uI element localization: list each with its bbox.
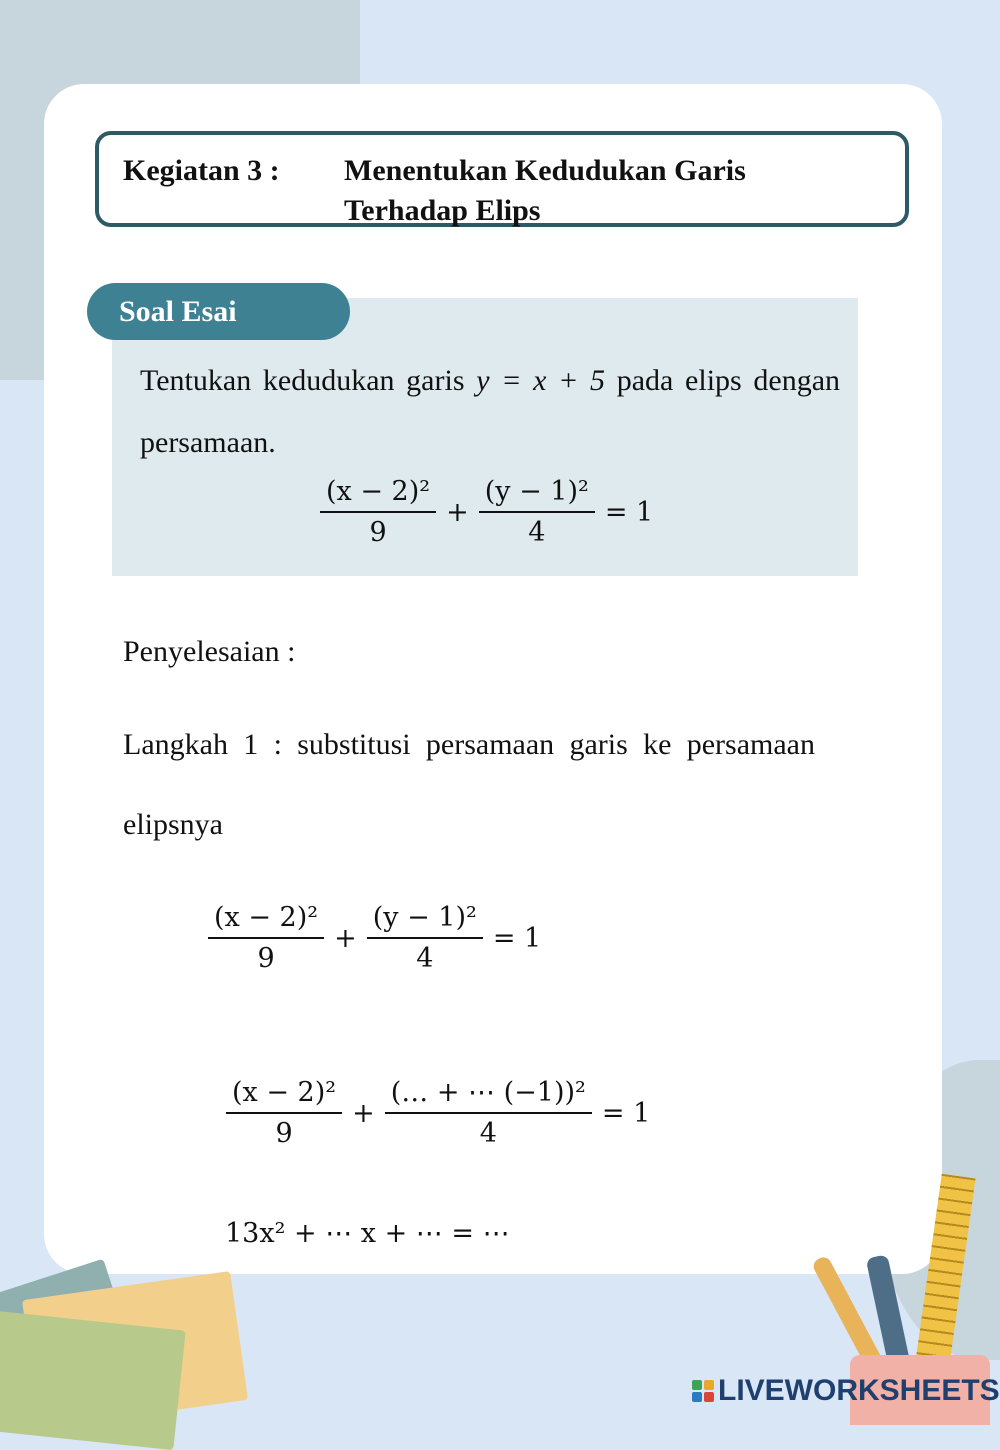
fraction-1-denominator: 9 (369, 517, 387, 548)
fraction-2-numerator-blank: (… + ⋯ (−1))² (385, 1077, 592, 1114)
fraction-2 (479, 476, 595, 548)
fraction-2-denominator: 4 (528, 517, 546, 548)
watermark-text: LIVEWORKSHEETS (718, 1374, 1000, 1407)
fraction-2-denominator: 4 (416, 943, 434, 974)
equation-rhs: = 1 (492, 922, 542, 954)
question-text (140, 350, 840, 474)
fraction-2-denominator: 4 (479, 1118, 497, 1149)
fraction-2 (385, 1077, 592, 1149)
fraction-1 (208, 902, 324, 974)
essay-badge: Soal Esai (87, 283, 350, 340)
solution-equation-1 (204, 902, 547, 974)
activity-label: Kegiatan 3 : (123, 154, 280, 187)
question-text-before: Tentukan kedudukan garis (140, 364, 465, 397)
fraction-2-numerator: (y − 1)² (479, 476, 595, 513)
line-equation: y = x + 5 (476, 364, 606, 397)
envelope-decoration (0, 1310, 186, 1450)
liveworksheets-logo-icon (692, 1380, 714, 1402)
equation-rhs: = 1 (601, 1097, 651, 1129)
activity-title-box (95, 131, 909, 227)
question-ellipse-equation (316, 476, 659, 548)
plus-sign: + (334, 922, 357, 954)
equation-rhs: = 1 (604, 496, 654, 528)
fraction-1-numerator: (x − 2)² (226, 1077, 342, 1114)
solution-equation-2 (222, 1077, 656, 1149)
activity-title: Menentukan Kedudukan Garis Terhadap Elips (344, 154, 746, 227)
fraction-2-numerator: (y − 1)² (367, 902, 483, 939)
step-1-text: Langkah 1 : substitusi persamaan garis ke persamaan elipsnya (123, 728, 815, 841)
plus-sign: + (352, 1097, 375, 1129)
plus-sign: + (446, 496, 469, 528)
liveworksheets-watermark (692, 1374, 1000, 1408)
fraction-1 (320, 476, 436, 548)
fraction-1-numerator: (x − 2)² (208, 902, 324, 939)
fraction-1 (226, 1077, 342, 1149)
fraction-2 (367, 902, 483, 974)
question-text-after: pada elips dengan persamaan. (140, 364, 841, 459)
fraction-1-numerator: (x − 2)² (320, 476, 436, 513)
fraction-1-denominator: 9 (257, 943, 275, 974)
fraction-1-denominator: 9 (275, 1118, 293, 1149)
solution-heading: Penyelesaian : (123, 635, 296, 668)
solution-equation-3: 13x² + ⋯ x + ⋯ = ⋯ (225, 1218, 510, 1249)
